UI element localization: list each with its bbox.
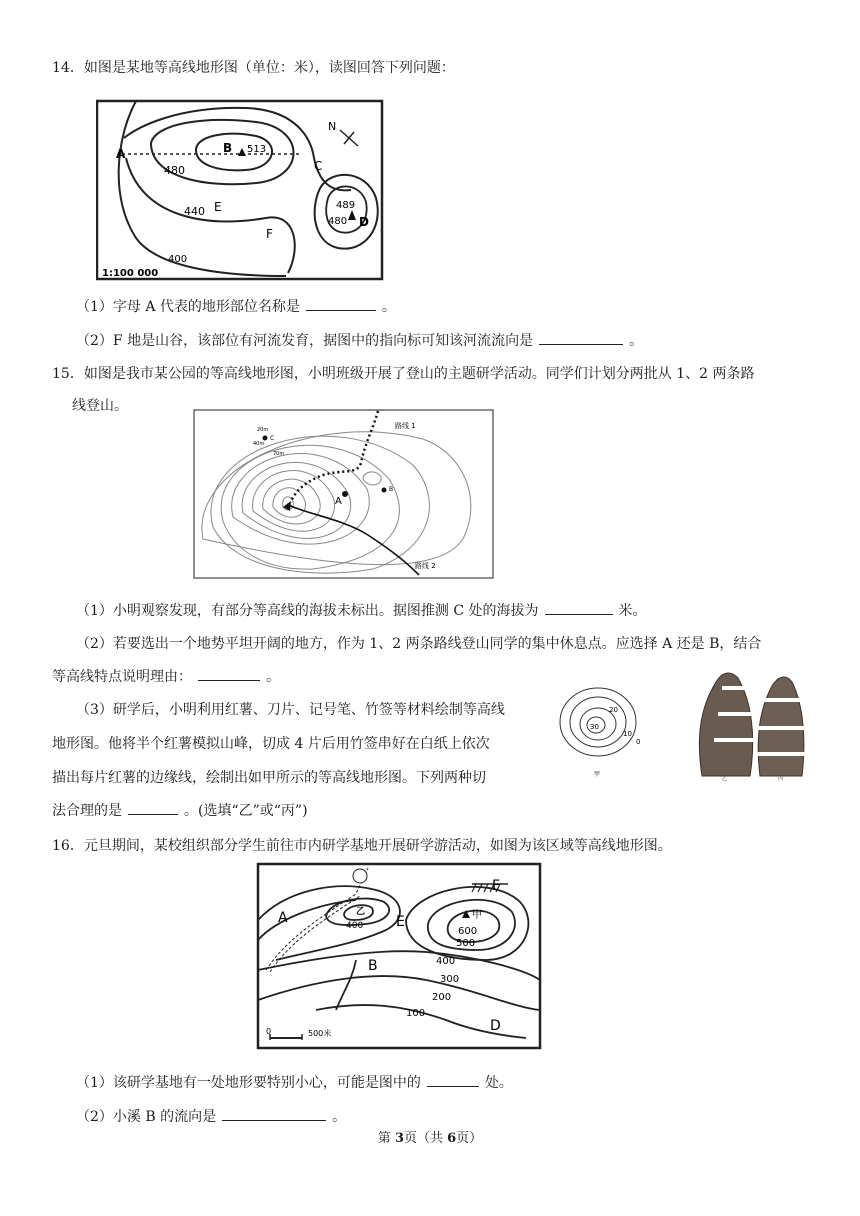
q15-sub2-blank[interactable] xyxy=(198,666,260,681)
page-footer: 第 3页（共 6页） xyxy=(377,1131,483,1146)
q16-label-d: D xyxy=(490,1018,501,1034)
q15-figure-jia xyxy=(556,672,660,780)
q15-sub3-line2: 地形图。他将半个红薯模拟山峰，切成 4 片后用竹签串好在白纸上依次 xyxy=(52,736,490,752)
q15-route2-label: 路线 2 xyxy=(415,562,436,570)
q15-label-20m: 20m xyxy=(257,427,269,433)
q16-sub1-blank[interactable] xyxy=(427,1072,479,1087)
q15-sub2-line2: 等高线特点说明理由： 。 xyxy=(52,666,280,687)
q14-label-489: 489 xyxy=(336,200,356,211)
q14-sub1-blank[interactable] xyxy=(306,296,376,311)
q14-sub2-blank[interactable] xyxy=(539,330,623,345)
q16-sub1: （1）该研学基地有一处地形要特别小心，可能是图中的 处。 xyxy=(76,1072,513,1093)
q15-label-40m: 40m xyxy=(253,441,265,447)
q15-jia-30: 30 xyxy=(590,723,599,731)
q15-sub1: （1）小明观察发现，有部分等高线的海拔未标出。据图推测 C 处的海拔为 米。 xyxy=(76,600,647,621)
q16-label-200: 200 xyxy=(432,992,452,1003)
q15-stem-line1: 15．如图是我市某公园的等高线地形图，小明班级开展了登山的主题研学活动。同学们计划分两批从 1、2 两条路 xyxy=(52,366,755,382)
q15-bing-label: 丙 xyxy=(778,776,784,782)
q14-contour-map xyxy=(96,98,384,282)
q14-sub1: （1）字母 A 代表的地形部位名称是 。 xyxy=(76,296,396,317)
q16-label-a: A xyxy=(278,910,288,926)
q16-label-600: 600 xyxy=(458,926,478,937)
q16-label-500: 500 xyxy=(456,938,476,949)
q16-contour-map xyxy=(256,860,542,1054)
q14-label-b: B xyxy=(223,141,233,155)
q16-label-yi: 乙 xyxy=(356,907,366,917)
q16-sub2: （2）小溪 B 的流向是 。 xyxy=(76,1106,346,1127)
q16-label-f: F xyxy=(492,878,501,894)
q16-stem: 16．元旦期间，某校组织部分学生前往市内研学基地开展研学游活动，如图为该区域等高线地形图。 xyxy=(52,838,672,854)
q16-label-300: 300 xyxy=(440,974,460,985)
q14-label-c: C xyxy=(314,159,323,173)
q16-label-e: E xyxy=(396,914,405,930)
q15-sub3-line3: 描出每片红薯的边缘线，绘制出如甲所示的等高线地形图。下列两种切 xyxy=(52,770,486,786)
q14-label-a: A xyxy=(116,147,126,161)
q15-label-70m: 70m xyxy=(273,451,285,457)
q14-label-e: E xyxy=(214,200,222,214)
q15-sub3-line1: （3）研学后，小明利用红薯、刀片、记号笔、竹签等材料绘制等高线 xyxy=(76,702,505,718)
q15-sub3-line4: 法合理的是 。(选填“乙”或“丙”) xyxy=(52,800,308,821)
q15-label-c: C xyxy=(270,435,275,442)
q15-label-b: B xyxy=(389,486,394,493)
q16-label-400: 400 xyxy=(346,921,364,931)
q15-figure-bing xyxy=(756,672,808,782)
q16-label-100: 100 xyxy=(406,1008,426,1019)
q14-stem: 14．如图是某地等高线地形图（单位：米），读图回答下列问题： xyxy=(52,60,455,76)
q15-sub2-line1: （2）若要选出一个地势平坦开阔的地方，作为 1、2 两条路线登山同学的集中休息点。应选择 A 还是 B，结合 xyxy=(76,636,762,652)
q14-label-f: F xyxy=(266,227,273,241)
q14-label-d: D xyxy=(359,215,369,229)
q15-jia-label: 甲 xyxy=(594,771,601,778)
q14-label-480: 480 xyxy=(164,164,185,177)
q14-scale: 1:100 000 xyxy=(102,268,159,279)
q16-label-b: B xyxy=(368,958,378,974)
q14-label-480b: 480 xyxy=(328,216,348,227)
q15-stem-line2: 线登山。 xyxy=(72,398,128,414)
q15-label-a: A xyxy=(335,496,342,507)
q15-sub3-blank[interactable] xyxy=(128,800,178,815)
q16-sub2-blank[interactable] xyxy=(222,1106,326,1121)
q15-yi-label: 乙 xyxy=(722,776,728,782)
q14-label-513: 513 xyxy=(247,144,267,155)
q14-sub2: （2）F 地是山谷，该部位有河流发育，据图中的指向标可知该河流流向是 。 xyxy=(76,330,643,351)
q14-label-440: 440 xyxy=(184,205,205,218)
q15-figure-yi xyxy=(694,668,760,782)
q15-jia-20: 20 xyxy=(609,706,618,714)
q16-scale-zero: 0 xyxy=(266,1027,272,1036)
q16-scale-label: 500米 xyxy=(308,1029,332,1038)
page-total: 6 xyxy=(447,1131,457,1146)
page-number: 3 xyxy=(394,1131,404,1146)
q14-label-400: 400 xyxy=(168,254,188,265)
q15-sub1-blank[interactable] xyxy=(545,600,613,615)
q15-contour-map xyxy=(193,409,494,579)
q15-jia-10: 10 xyxy=(623,730,632,738)
q15-route1-label: 路线 1 xyxy=(395,422,416,430)
q16-label-jia: 甲 xyxy=(472,910,482,921)
q15-jia-0: 0 xyxy=(636,738,641,746)
q16-label-400b: 400 xyxy=(436,956,456,967)
q14-north-label: N xyxy=(328,120,337,133)
